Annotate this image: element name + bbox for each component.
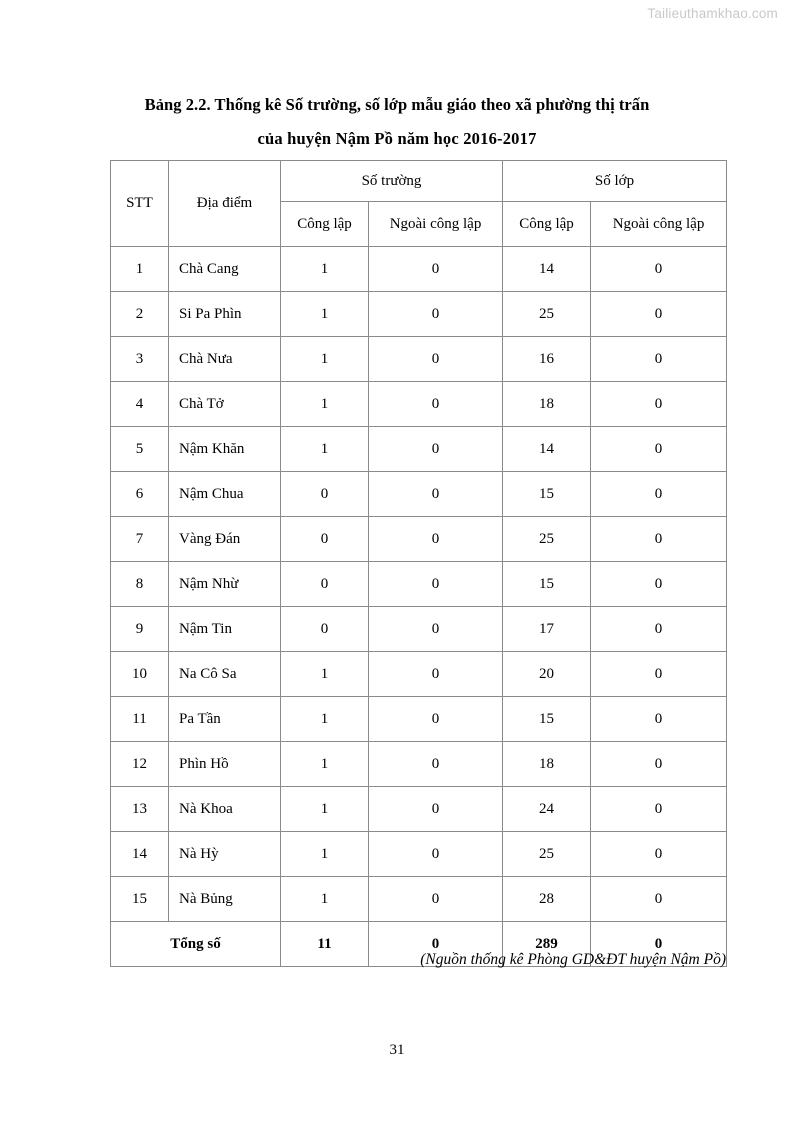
cell-classes-non-public: 0 [591, 427, 727, 472]
cell-stt: 9 [111, 607, 169, 652]
column-header-stt: STT [111, 161, 169, 247]
cell-place: Nậm Chua [169, 472, 281, 517]
cell-schools-public: 1 [281, 787, 369, 832]
cell-place: Nà Khoa [169, 787, 281, 832]
table-row [111, 382, 727, 427]
cell-place: Nậm Nhừ [169, 562, 281, 607]
total-row-label: Tổng số [111, 922, 281, 967]
cell-schools-public: 1 [281, 742, 369, 787]
table-row [111, 742, 727, 787]
cell-stt: 6 [111, 472, 169, 517]
cell-schools-non-public: 0 [369, 247, 503, 292]
cell-classes-non-public: 0 [591, 607, 727, 652]
table-caption-line-1: Bảng 2.2. Thống kê Số trường, số lớp mẫu giáo theo xã phường thị trấn [144, 95, 650, 114]
cell-classes-public: 25 [503, 292, 591, 337]
cell-classes-non-public: 0 [591, 787, 727, 832]
table-row [111, 472, 727, 517]
column-header-classes-non-public: Ngoài công lập [591, 202, 727, 247]
cell-classes-public: 28 [503, 877, 591, 922]
cell-classes-non-public: 0 [591, 877, 727, 922]
cell-classes-public: 18 [503, 742, 591, 787]
cell-classes-public: 25 [503, 517, 591, 562]
total-classes-non-public: 0 [591, 922, 727, 967]
table-caption-line-2: của huyện Nậm Pồ năm học 2016-2017 [257, 129, 537, 148]
cell-place: Na Cô Sa [169, 652, 281, 697]
table-row [111, 247, 727, 292]
cell-stt: 1 [111, 247, 169, 292]
cell-schools-non-public: 0 [369, 427, 503, 472]
table-row [111, 832, 727, 877]
cell-classes-public: 16 [503, 337, 591, 382]
source-note: (Nguồn thống kê Phòng GD&ĐT huyện Nậm Pồ) [420, 951, 726, 968]
column-header-schools-non-public: Ngoài công lập [369, 202, 503, 247]
cell-classes-non-public: 0 [591, 652, 727, 697]
cell-classes-non-public: 0 [591, 472, 727, 517]
table-row [111, 292, 727, 337]
table-row [111, 337, 727, 382]
cell-classes-non-public: 0 [591, 697, 727, 742]
table-caption [97, 88, 697, 156]
table-row [111, 517, 727, 562]
cell-schools-public: 1 [281, 247, 369, 292]
cell-schools-public: 0 [281, 472, 369, 517]
cell-schools-non-public: 0 [369, 652, 503, 697]
cell-schools-non-public: 0 [369, 382, 503, 427]
page-number: 31 [389, 1042, 405, 1058]
cell-place: Vàng Đán [169, 517, 281, 562]
cell-classes-public: 15 [503, 562, 591, 607]
cell-place: Nậm Khăn [169, 427, 281, 472]
cell-classes-non-public: 0 [591, 247, 727, 292]
cell-classes-public: 25 [503, 832, 591, 877]
table-row [111, 562, 727, 607]
cell-schools-non-public: 0 [369, 697, 503, 742]
cell-schools-non-public: 0 [369, 472, 503, 517]
cell-classes-non-public: 0 [591, 292, 727, 337]
cell-schools-non-public: 0 [369, 562, 503, 607]
statistics-table-container [110, 160, 726, 967]
total-schools-public: 11 [281, 922, 369, 967]
table-row [111, 787, 727, 832]
cell-stt: 11 [111, 697, 169, 742]
table-header [111, 161, 727, 247]
cell-schools-public: 1 [281, 427, 369, 472]
cell-schools-public: 1 [281, 652, 369, 697]
cell-schools-non-public: 0 [369, 337, 503, 382]
cell-schools-public: 0 [281, 517, 369, 562]
cell-classes-public: 14 [503, 247, 591, 292]
cell-place: Chà Cang [169, 247, 281, 292]
cell-schools-public: 0 [281, 607, 369, 652]
cell-stt: 12 [111, 742, 169, 787]
column-header-place: Địa điểm [169, 161, 281, 247]
cell-stt: 13 [111, 787, 169, 832]
cell-schools-non-public: 0 [369, 787, 503, 832]
cell-classes-public: 20 [503, 652, 591, 697]
total-classes-public: 289 [503, 922, 591, 967]
cell-classes-non-public: 0 [591, 337, 727, 382]
cell-stt: 3 [111, 337, 169, 382]
header-row-groups [111, 161, 727, 202]
cell-stt: 10 [111, 652, 169, 697]
cell-classes-public: 18 [503, 382, 591, 427]
cell-schools-non-public: 0 [369, 832, 503, 877]
cell-schools-public: 1 [281, 832, 369, 877]
table-row [111, 652, 727, 697]
cell-classes-non-public: 0 [591, 562, 727, 607]
table-row [111, 877, 727, 922]
total-schools-non-public: 0 [369, 922, 503, 967]
cell-stt: 14 [111, 832, 169, 877]
cell-schools-public: 1 [281, 292, 369, 337]
column-group-header-schools: Số trường [281, 161, 503, 202]
cell-place: Nà Bủng [169, 877, 281, 922]
cell-place: Nậm Tin [169, 607, 281, 652]
cell-classes-public: 24 [503, 787, 591, 832]
column-header-classes-public: Công lập [503, 202, 591, 247]
cell-classes-public: 15 [503, 697, 591, 742]
cell-schools-non-public: 0 [369, 877, 503, 922]
cell-schools-public: 1 [281, 697, 369, 742]
cell-schools-non-public: 0 [369, 292, 503, 337]
cell-stt: 4 [111, 382, 169, 427]
cell-classes-non-public: 0 [591, 517, 727, 562]
cell-place: Pa Tần [169, 697, 281, 742]
column-group-header-classes: Số lớp [503, 161, 727, 202]
cell-stt: 8 [111, 562, 169, 607]
cell-schools-non-public: 0 [369, 517, 503, 562]
cell-place: Si Pa Phìn [169, 292, 281, 337]
cell-schools-non-public: 0 [369, 607, 503, 652]
cell-classes-public: 17 [503, 607, 591, 652]
cell-schools-public: 1 [281, 337, 369, 382]
cell-classes-public: 15 [503, 472, 591, 517]
cell-place: Chà Nưa [169, 337, 281, 382]
table-body [111, 247, 727, 922]
cell-stt: 7 [111, 517, 169, 562]
cell-place: Chà Tở [169, 382, 281, 427]
cell-stt: 15 [111, 877, 169, 922]
cell-schools-non-public: 0 [369, 742, 503, 787]
cell-stt: 5 [111, 427, 169, 472]
cell-classes-public: 14 [503, 427, 591, 472]
cell-place: Phìn Hồ [169, 742, 281, 787]
column-header-schools-public: Công lập [281, 202, 369, 247]
cell-classes-non-public: 0 [591, 382, 727, 427]
cell-classes-non-public: 0 [591, 742, 727, 787]
cell-place: Nà Hỳ [169, 832, 281, 877]
cell-schools-public: 1 [281, 382, 369, 427]
cell-classes-non-public: 0 [591, 832, 727, 877]
statistics-table [110, 160, 727, 967]
cell-schools-public: 1 [281, 877, 369, 922]
table-row [111, 427, 727, 472]
table-row [111, 607, 727, 652]
cell-schools-public: 0 [281, 562, 369, 607]
watermark-text: Tailieuthamkhao.com [647, 6, 778, 21]
table-row [111, 697, 727, 742]
cell-stt: 2 [111, 292, 169, 337]
